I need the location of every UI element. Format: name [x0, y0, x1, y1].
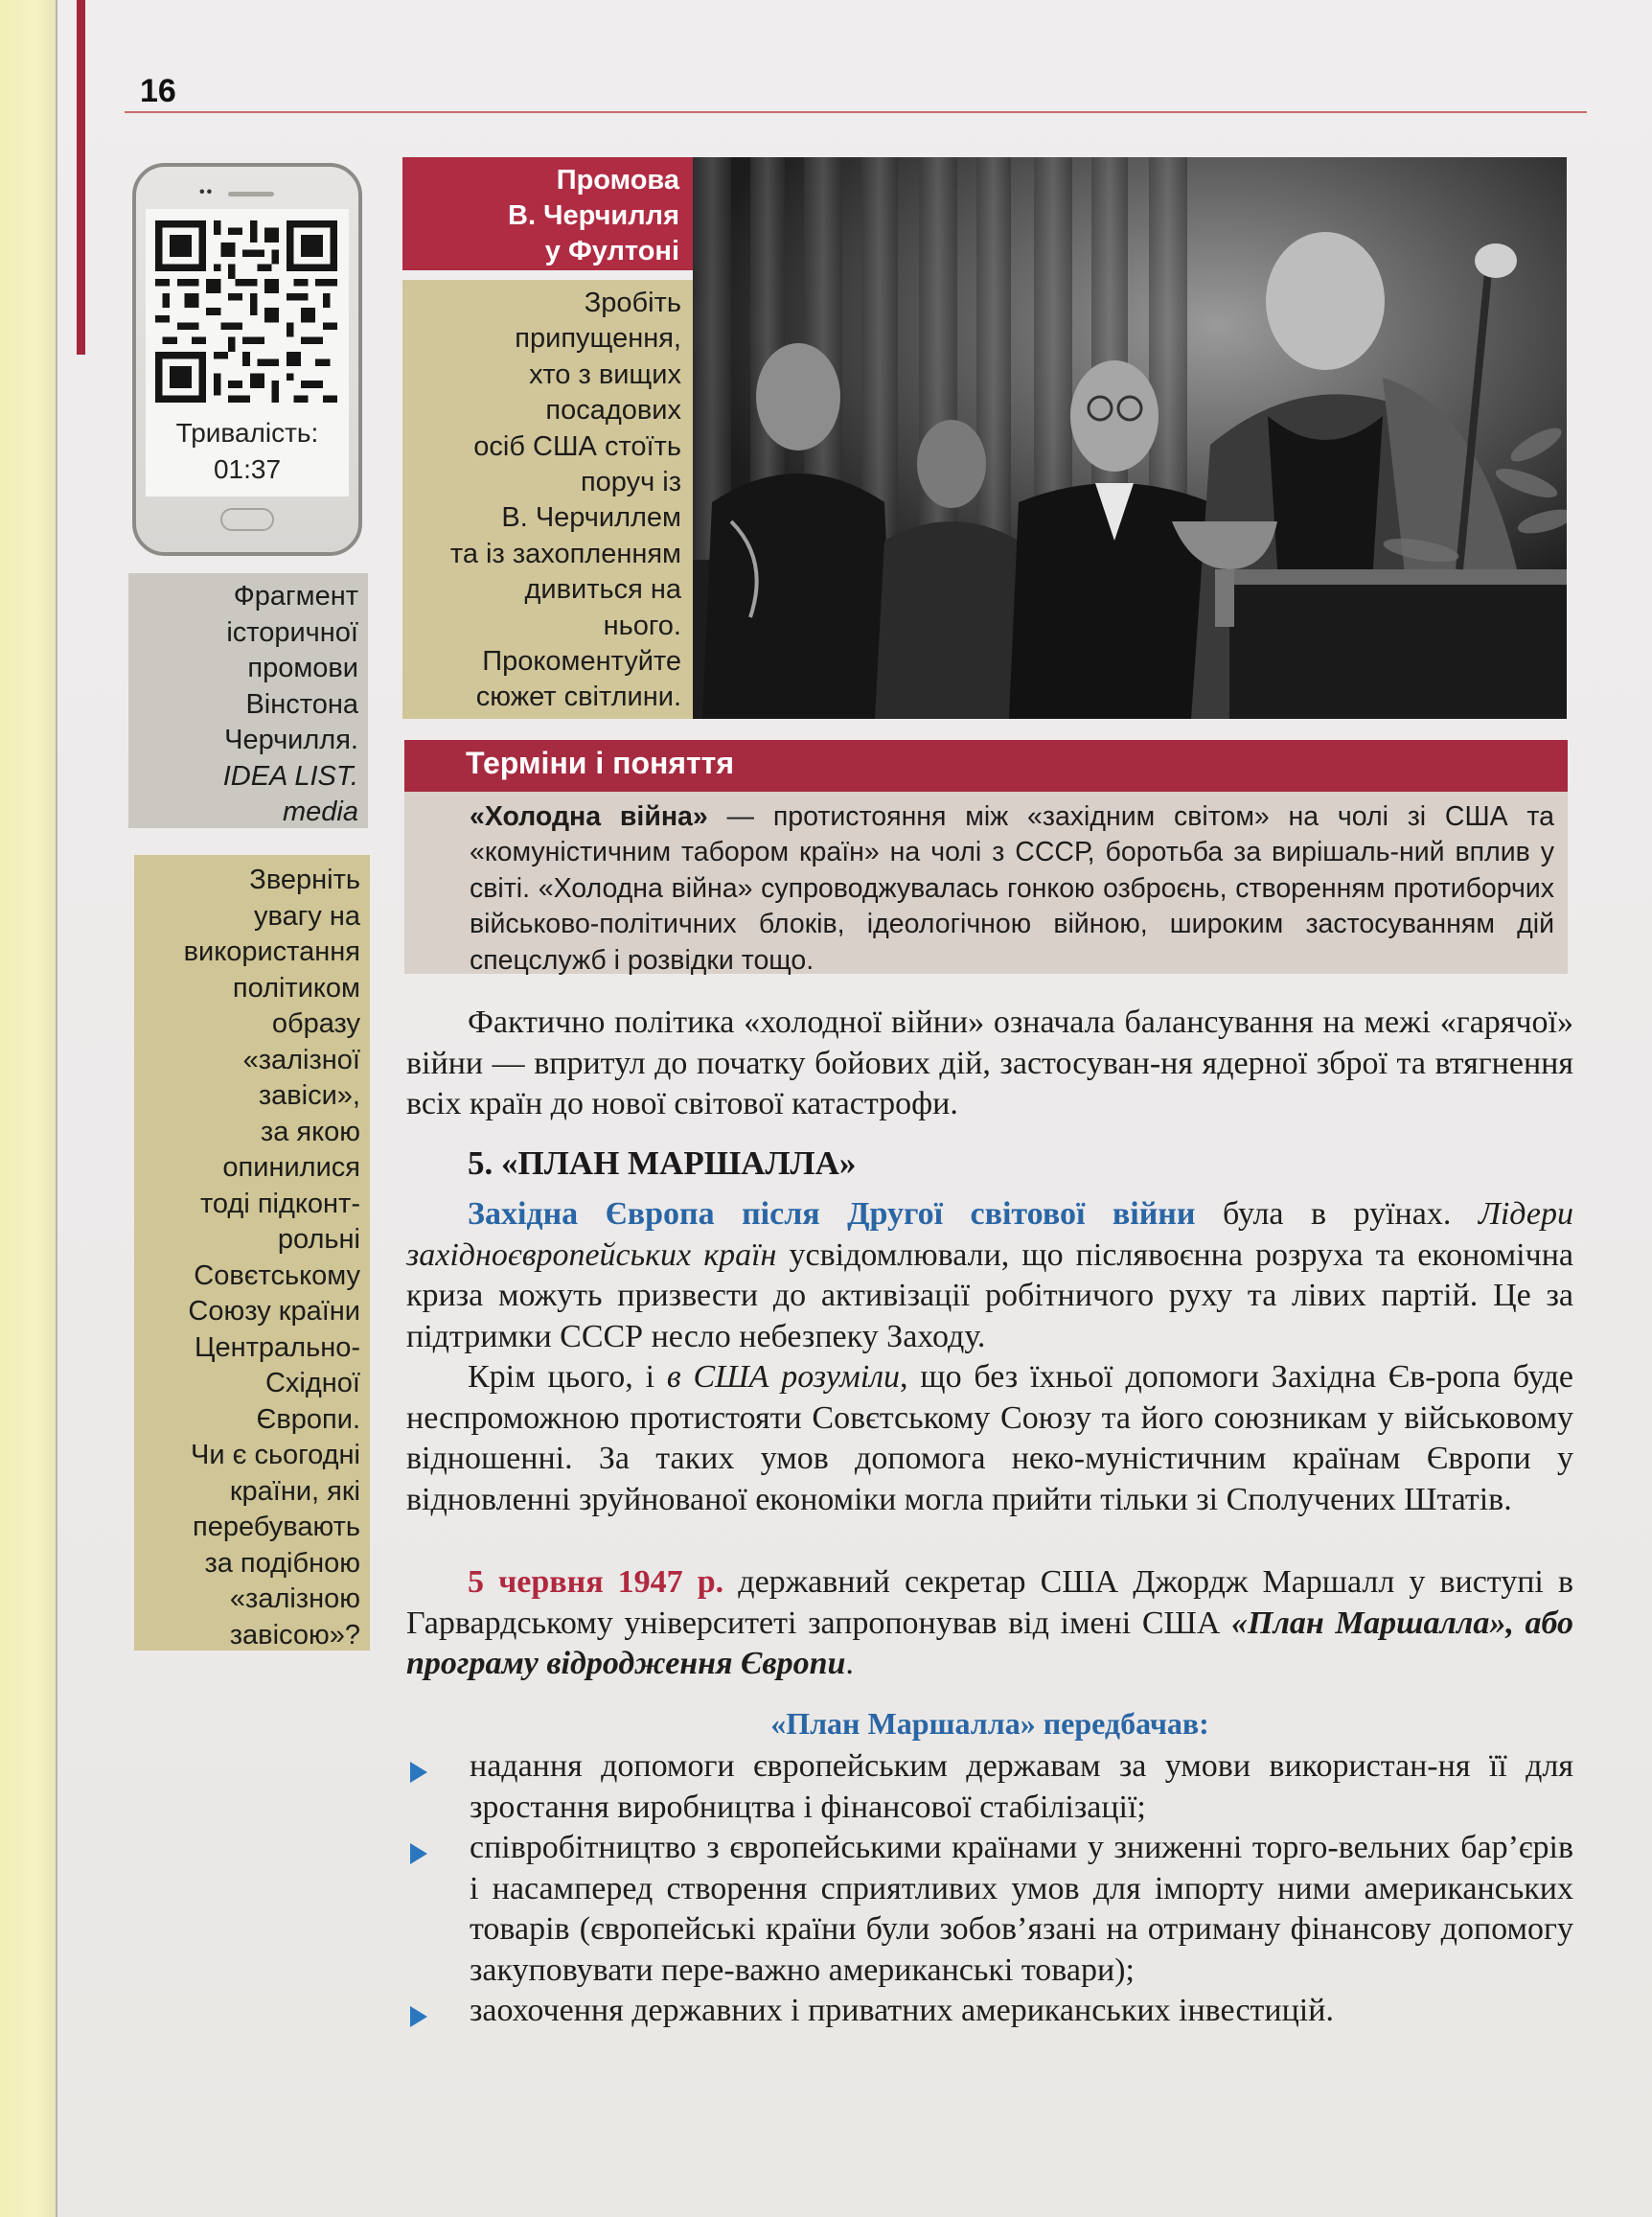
caption-line: промови [247, 653, 358, 683]
plan-heading: «План Маршалла» передбачав: [770, 1706, 1209, 1741]
note-line: увагу на [254, 900, 360, 932]
note-line: за якою [260, 1116, 360, 1147]
task-line: нього. [603, 610, 681, 641]
task-line: осіб США стоїть [473, 430, 681, 462]
video-caption [128, 573, 368, 828]
photo-title-line: В. Черчилля [508, 200, 679, 231]
photo-task [402, 280, 693, 719]
terms-header: Терміни і поняття [404, 740, 1568, 792]
caption-source-line: IDEA LIST. [222, 760, 358, 792]
paragraph-4 [406, 1562, 1573, 1685]
task-line: та із захопленням [449, 538, 681, 569]
note-line: використання [183, 936, 360, 967]
note-line: Совєтському [194, 1259, 360, 1291]
caption-line: історичної [226, 616, 358, 648]
caption-line: Черчилля. [224, 725, 358, 755]
note-line: завіси», [258, 1080, 360, 1111]
qr-code-icon[interactable] [155, 220, 337, 403]
note-line: за подібною [204, 1547, 360, 1579]
paragraph-3 [406, 1357, 1573, 1520]
term-text: — протистояння між «західним світом» на чолі зі США та «комуністичним табором країн» на чолі з СССР, боротьба за вирішаль-ний вплив у світі. «Холодна війна» супроводжувалась гонкою озброєнь, створенням протиборчих військово-політичних блоків, ідеологічною війною, широким застосуванням дій спецслужб і розвідки тощо. [470, 801, 1554, 976]
paragraph-2 [406, 1194, 1573, 1357]
note-line: рольні [277, 1224, 360, 1255]
task-line: поруч із [580, 467, 681, 498]
arrow-bullet-icon [410, 2006, 427, 2027]
bold-italic-text: «План Маршалла», або програму відродження Європи [406, 1605, 1573, 1681]
list-item-text: надання допомоги європейським державам за умови використан-ня її для зростання виробництва і фінансової стабілізації; [470, 1748, 1573, 1825]
text: . [845, 1646, 854, 1681]
list-item [406, 1828, 1573, 1991]
note-line: Зверніть [249, 865, 360, 895]
text: державний секретар США Джордж Маршалл у виступі в Гарвардському університеті запропонував від імені США [406, 1564, 1573, 1641]
list-item-text: співробітництво з європейськими країнами у зниженні торго-вельних бар’єрів і насамперед створення сприятливих умов для імпорту ними американських товарів (європейські країни були зобов’язані на отриману фінансову допомогу закуповувати пере-важно американські товари); [470, 1830, 1573, 1988]
task-line: дивиться на [524, 574, 681, 606]
note-line: образу [271, 1008, 360, 1039]
caption-line: Вінстона [245, 688, 358, 720]
note-line: країни, які [229, 1475, 360, 1507]
task-line: сюжет світлини. [475, 681, 681, 713]
list-item [406, 1746, 1573, 1828]
duration-value: 01:37 [213, 454, 282, 484]
task-line: посадових [545, 395, 681, 427]
arrow-bullet-icon [410, 1762, 427, 1783]
text: , що без їхньої допомоги Західна Єв-ропа буде неспроможною протистояти Совєтському Союзу та його союзникам у військовому відношенні. За таких умов допомога неко-муністичним країнам Європи у відновленні зруйнованої економіки могла прийти тільки зі Сполучених Штатів. [406, 1359, 1573, 1517]
caption-source [128, 759, 358, 796]
task-line: Прокоментуйте [482, 646, 681, 678]
photo-title [402, 157, 693, 270]
side-note [134, 855, 370, 1651]
page-edge-line [56, 0, 57, 2217]
note-line: Східної [264, 1368, 360, 1398]
italic-text: в США розуміли [666, 1359, 901, 1395]
task-line: В. Черчиллем [501, 502, 681, 534]
phone-home-button [220, 508, 274, 531]
note-line: Європи. [256, 1403, 360, 1435]
arrow-bullet-icon [410, 1843, 427, 1864]
phone-video-frame [132, 163, 362, 556]
historical-photo [693, 157, 1567, 719]
photo-title-line: у Фултоні [544, 236, 679, 266]
plan-list [406, 1746, 1573, 2032]
phone-camera-icon: •• [199, 184, 215, 200]
note-line: Центрально- [195, 1331, 360, 1363]
photo-title-line: Промова [556, 165, 679, 196]
page-number: 16 [140, 73, 176, 109]
italic-text: Лідери західноєвропейських країн [406, 1196, 1573, 1273]
term-name: «Холодна війна» [470, 801, 708, 832]
paragraph-1: Фактично політика «холодної війни» означала балансування на межі «гарячої» війни — впритул до початку бойових дій, застосуван-ня ядерної зброї та втягнення всіх країн до нової світової катастрофи. [406, 1005, 1573, 1121]
note-line: завісою»? [229, 1619, 360, 1651]
phone-speaker [228, 192, 274, 196]
phone-screen [146, 209, 349, 497]
note-line: політиком [232, 972, 360, 1004]
note-line: «залізної [242, 1044, 360, 1075]
duration-label: Тривалість: [175, 418, 319, 448]
task-line: хто з вищих [529, 358, 681, 390]
text: усвідомлювали, що післявоєнна розруха та економічна криза можуть призвести до активізації робітничого руху та лівих партій. Це за підтримки СССР несло небезпеку Заходу. [406, 1236, 1573, 1354]
task-line: Зробіть [584, 288, 681, 318]
terms-definition [404, 792, 1568, 974]
caption-line: Фрагмент [233, 581, 358, 612]
note-line: тоді підконт- [199, 1188, 360, 1219]
caption-source-line: media [283, 797, 358, 827]
highlight-text: Західна Європа після Другої світової війни [468, 1196, 1196, 1232]
list-item [406, 1991, 1573, 2032]
top-rule [125, 111, 1587, 113]
section-heading: 5. «ПЛАН МАРШАЛЛА» [468, 1144, 857, 1182]
text: була в руїнах. [1195, 1196, 1479, 1232]
date-highlight: 5 червня 1947 р. [468, 1564, 724, 1600]
caption-source [128, 795, 358, 831]
note-line: Союзу країни [188, 1296, 360, 1327]
note-line: Чи є сьогодні [191, 1440, 360, 1470]
note-line: «залізною [229, 1583, 360, 1614]
note-line: опинилися [222, 1152, 360, 1183]
note-line: перебувають [193, 1512, 360, 1542]
task-line: припущення, [515, 323, 681, 355]
text: Крім цього, і [468, 1359, 667, 1395]
list-item-text: заохочення державних і приватних американських інвестицій. [470, 1993, 1334, 2028]
red-spine-bar [77, 0, 85, 355]
